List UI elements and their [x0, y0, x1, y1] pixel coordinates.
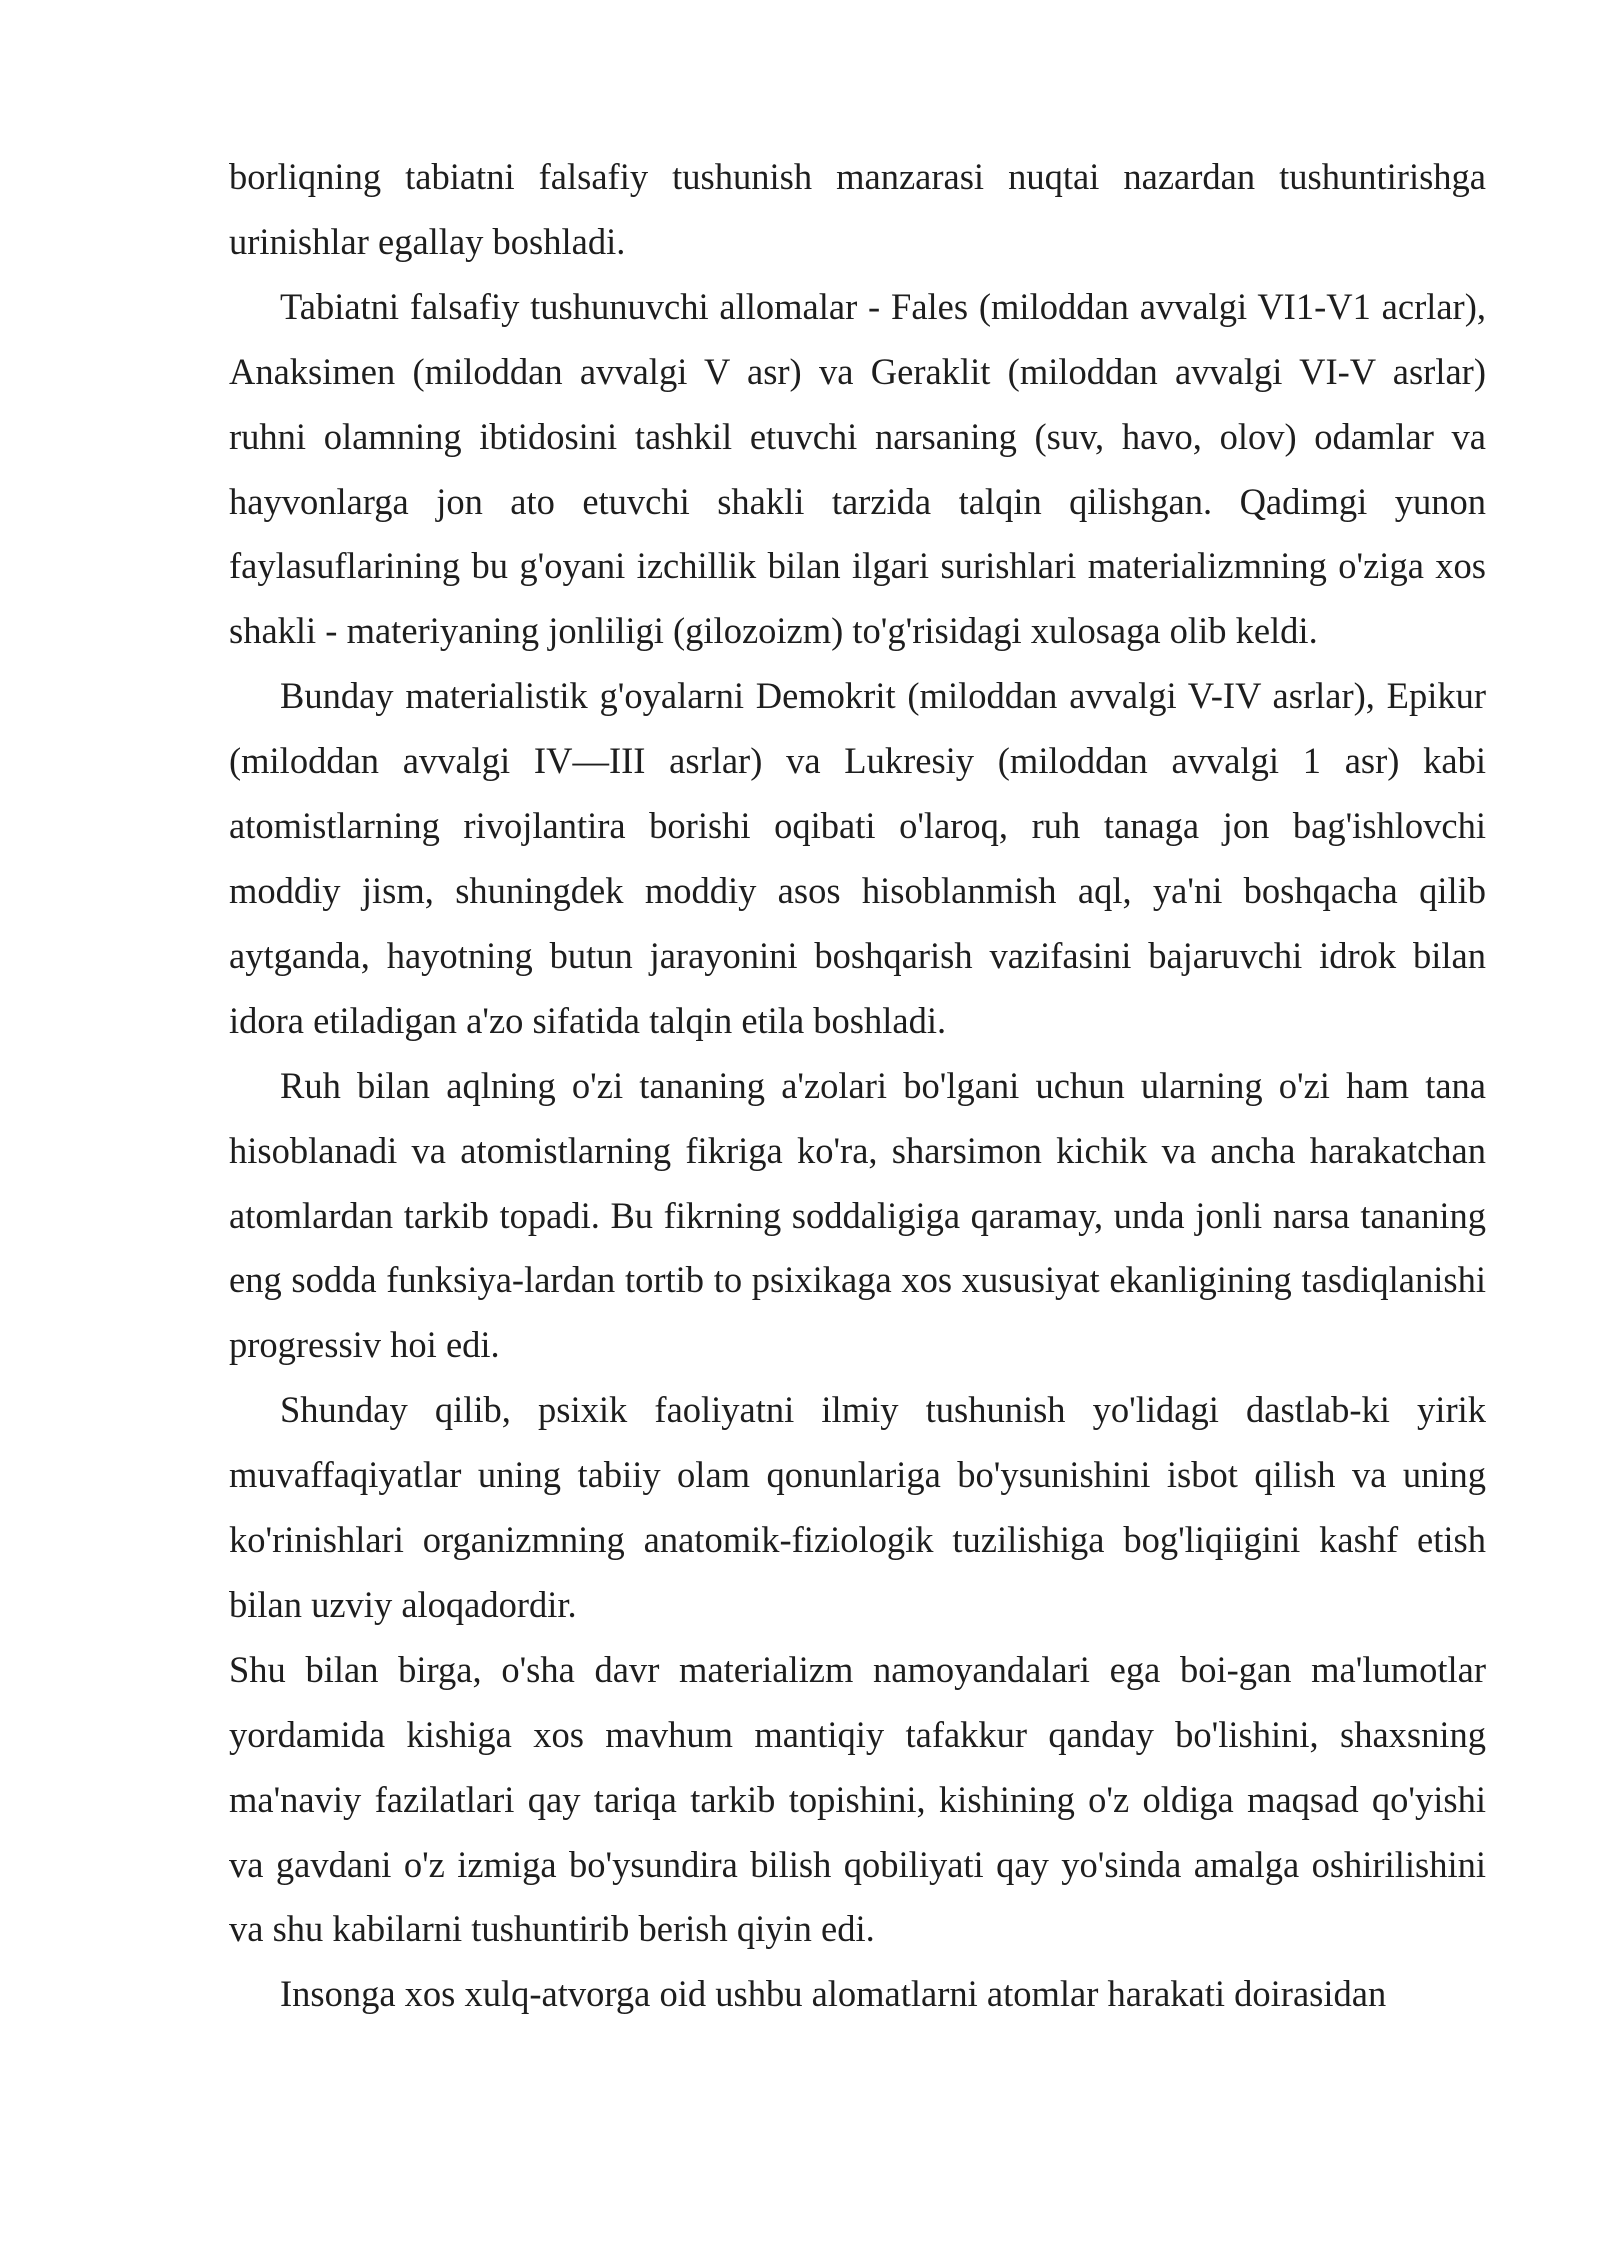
paragraph-natural-philosophers: Tabiatni falsafiy tushunuvchi allomalar - Fales (miloddan avvalgi VI1-V1 acrlar), Anaksimen (miloddan avvalgi V asr) va Geraklit (miloddan avvalgi VI-V asrlar) ruhni olamning ibtidosini tashkil etuvchi narsaning (suv, havo, olov) odamlar va hayvonlarga jon ato etuvchi shakli tarzida talqin qilishgan. Qadimgi yunon faylasuflarining bu g'oyani izchillik bilan ilgari surishlari materializmning o'ziga xos shakli - materiyaning jonliligi (gilozoizm) to'g'risidagi xulosaga olib keldi.	[229, 285, 1486, 652]
paragraph-human-behavior: Insonga xos xulq-atvorga oid ushbu alomatlarni atomlar harakati doirasidan	[280, 1973, 1387, 2015]
paragraph-atomists: Bunday materialistik g'oyalarni Demokrit (miloddan avvalgi V-IV asrlar), Epikur (miloddan avvalgi IV—III asrlar) va Lukresiy (miloddan avvalgi 1 asr) kabi atomistlarning rivojlantira borishi oqibati o'laroq, ruh tanaga jon bag'ishlovchi moddiy jism, shuningdek moddiy asos hisoblanmish aql, ya'ni boshqacha qilib aytganda, hayotning butun jarayonini boshqarish vazifasini bajaruvchi idrok bilan idora etiladigan a'zo sifatida talqin etila boshladi.	[229, 675, 1486, 1041]
body-text	[229, 145, 1486, 2027]
paragraph-scientific-understanding: Shunday qilib, psixik faoliyatni ilmiy tushunish yo'lidagi dastlab-ki yirik muvaffaqiyatlar uning tabiiy olam qonunlariga bo'ysunishini isbot qilish va uning ko'rinishlari organizmning anatomik-fiziologik tuzilishiga bog'liqiigini kashf etish bilan uzviy aloqadordir.	[229, 1389, 1486, 1625]
paragraph-soul-and-mind: Ruh bilan aqlning o'zi tananing a'zolari bo'lgani uchun ularning o'zi ham tana hisoblanadi va atomistlarning fikriga ko'ra, sharsimon kichik va ancha harakatchan atomlardan tarkib topadi. Bu fikrning soddaligiga qaramay, unda jonli narsa tananing eng sodda funksiya-lardan tortib to psixikaga xos xususiyat ekanligining tasdiqlanishi progressiv hoi edi.	[229, 1064, 1486, 1366]
paragraph-continued: borliqning tabiatni falsafiy tushunish manzarasi nuqtai nazardan tushuntirishga urinishlar egallay boshladi.	[229, 156, 1486, 262]
paragraph-materialism-limits: Shu bilan birga, o'sha davr materializm namoyandalari ega boi-gan ma'lumotlar yordamida kishiga xos mavhum mantiqiy tafakkur qanday bo'lishini, shaxsning ma'naviy fazilatlari qay tariqa tarkib topishini, kishining o'z oldiga maqsad qo'yishi va gavdani o'z izmiga bo'ysundira bilish qobiliyati qay yo'sinda amalga oshirilishini va shu kabilarni tushuntirib berish qiyin edi.	[229, 1648, 1486, 1950]
